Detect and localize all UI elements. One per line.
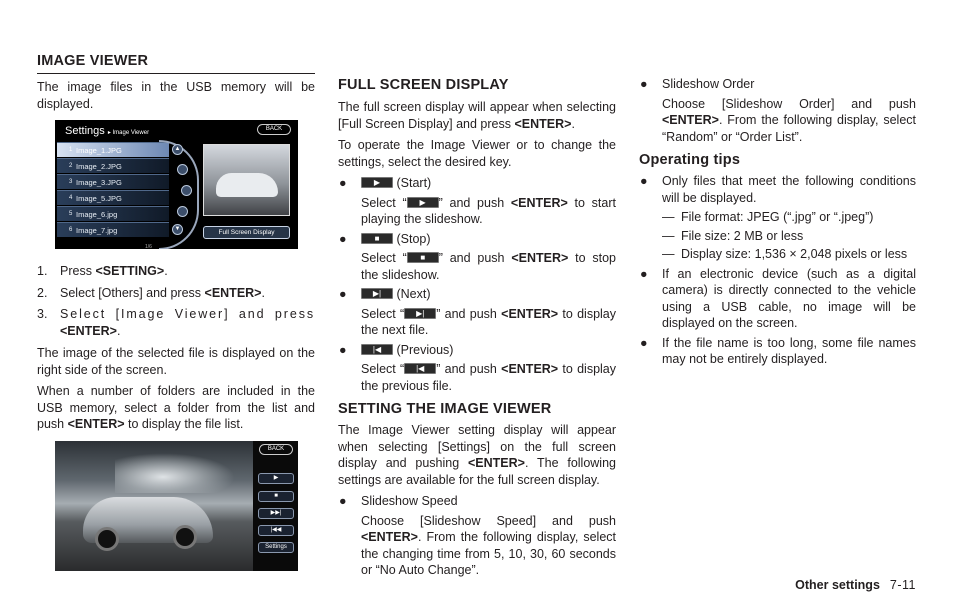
key-desc-text: to display the previous file. xyxy=(361,362,616,393)
step-text-end: . xyxy=(164,264,168,278)
page-number: 7-11 xyxy=(889,578,916,592)
condition-text: File format: JPEG (“.jpg” or “.jpeg”) xyxy=(681,210,874,224)
screen-title xyxy=(65,123,149,142)
stop-glyph: ■ xyxy=(374,233,380,243)
next-key-icon xyxy=(361,288,393,299)
bullet-icon: ● xyxy=(339,231,347,246)
step-key: <SETTING> xyxy=(95,264,165,278)
next-glyph: ▶| xyxy=(416,308,425,318)
file-list-item[interactable] xyxy=(57,174,169,189)
step-text-end: . xyxy=(261,285,265,300)
previous-glyph: |◀ xyxy=(372,344,382,354)
screen-title-text: Settings xyxy=(65,125,105,137)
step-number: 3. xyxy=(37,307,48,321)
file-list xyxy=(57,142,169,238)
next-button[interactable]: ▶▶| xyxy=(258,508,294,519)
stop-glyph: ■ xyxy=(420,253,426,262)
step-text: Select [Image Viewer] and press xyxy=(60,307,315,321)
key-desc-text: Select “ xyxy=(361,195,407,210)
file-list-item[interactable] xyxy=(57,206,169,221)
bullet-icon: ● xyxy=(640,174,648,188)
key-label: (Start) xyxy=(396,176,432,190)
tips-list xyxy=(639,173,916,368)
next-key-icon xyxy=(404,308,436,319)
setting-list xyxy=(338,493,616,579)
bullet-icon: ● xyxy=(339,342,347,357)
key-list xyxy=(338,175,616,394)
wheel-icon xyxy=(95,527,119,551)
back-button[interactable]: BACK xyxy=(259,444,293,455)
dash-icon: — xyxy=(662,247,675,261)
key-desc xyxy=(338,250,616,283)
step-text-end: . xyxy=(116,323,121,338)
dash-icon: — xyxy=(662,210,675,224)
key-desc-text: Select “ xyxy=(361,362,405,376)
key-enter: <ENTER> xyxy=(510,195,568,210)
condition-item xyxy=(662,209,916,226)
scroll-knob-icon xyxy=(177,164,188,175)
key-desc-text: ” and push xyxy=(436,362,502,376)
next-glyph: ▶| xyxy=(372,289,382,298)
play-button[interactable]: ▶ xyxy=(258,473,294,484)
bullet-icon: ● xyxy=(640,335,648,350)
fs-key: <ENTER> xyxy=(514,116,572,131)
key-desc xyxy=(338,306,616,339)
file-list-item[interactable] xyxy=(57,158,169,173)
back-button[interactable]: BACK xyxy=(257,124,291,135)
full-screen-screenshot xyxy=(55,441,298,571)
column-full-screen xyxy=(338,76,616,583)
tip-item xyxy=(639,266,916,332)
full-screen-heading: FULL SCREEN DISPLAY xyxy=(338,77,509,93)
file-name: Image_6.jpg xyxy=(76,210,118,219)
control-panel xyxy=(253,441,298,571)
key-item-next xyxy=(338,286,616,303)
page-indicator: 1/6 xyxy=(145,244,152,249)
full-screen-display-button[interactable]: Full Screen Display xyxy=(203,226,290,239)
file-number: 3 xyxy=(69,179,73,185)
order-text-end: . From the following display, select “Random” or “Order List”. xyxy=(662,113,916,144)
file-name: Image_5.JPG xyxy=(76,194,122,203)
fs-text: The full screen display will appear when selecting [Full Screen Display] and press xyxy=(338,100,616,131)
setting-paragraph xyxy=(338,422,616,488)
column-image-viewer xyxy=(37,52,315,571)
file-number: 1 xyxy=(69,147,73,153)
operate-paragraph: To operate the Image Viewer or to change the settings, select the desired key. xyxy=(338,138,616,169)
step-number: 2. xyxy=(37,285,48,300)
order-text: Choose [Slideshow Order] and push xyxy=(662,96,916,111)
stop-key-icon xyxy=(407,252,439,263)
key-desc xyxy=(338,361,616,394)
bullet-icon: ● xyxy=(339,494,347,508)
scroll-up-button[interactable]: ▲ xyxy=(172,144,183,155)
step-text: Press xyxy=(60,264,96,278)
scroll-knob-icon xyxy=(181,185,192,196)
bullet-icon: ● xyxy=(339,176,347,190)
key-desc-text: to start playing the slideshow. xyxy=(361,195,616,226)
file-number: 4 xyxy=(69,195,73,201)
key-desc-text: Select “ xyxy=(361,306,405,321)
file-list-item[interactable] xyxy=(57,222,169,237)
key-desc-text: ” and push xyxy=(438,251,512,265)
setting-text: The Image Viewer setting display will appear when selecting [Settings] on the full screen display and pushing xyxy=(338,423,616,470)
key-desc-text: ” and push xyxy=(438,195,511,210)
previous-button[interactable]: |◀◀ xyxy=(258,525,294,536)
key-desc-text: Select “ xyxy=(361,251,407,265)
file-name: Image_3.JPG xyxy=(76,178,122,187)
footer-section: Other settings xyxy=(795,578,880,592)
condition-item xyxy=(662,228,916,245)
key-label: (Stop) xyxy=(396,231,431,246)
step-item xyxy=(37,306,315,339)
image-viewer-heading: IMAGE VIEWER xyxy=(37,52,315,74)
previous-key-icon xyxy=(404,363,436,374)
bullet-icon: ● xyxy=(339,287,347,301)
file-name: Image_7.jpg xyxy=(76,226,118,235)
folders-text-end: to display the file list. xyxy=(124,417,244,431)
steps-list xyxy=(37,263,315,339)
car-photo xyxy=(55,441,255,571)
order-title: Slideshow Order xyxy=(662,77,755,91)
scroll-down-button[interactable]: ▼ xyxy=(172,224,183,235)
play-key-icon xyxy=(407,197,439,208)
page-footer xyxy=(795,577,916,594)
play-glyph: ▶ xyxy=(373,178,381,187)
file-number: 6 xyxy=(69,227,73,233)
step-text: Select [Others] and press xyxy=(60,285,205,300)
speed-key: <ENTER> xyxy=(361,530,418,544)
step-item xyxy=(37,263,315,280)
setting-key: <ENTER> xyxy=(467,456,525,470)
key-item-stop xyxy=(338,231,616,248)
key-desc-text: to display the next file. xyxy=(361,306,616,337)
play-glyph: ▶ xyxy=(419,197,426,207)
tip-text: If an electronic device (such as a digital camera) is directly connected to the vehicle using a USB cable, no image will be displayed on the screen. xyxy=(662,266,916,330)
car-image-icon xyxy=(216,173,278,197)
speed-desc xyxy=(338,513,616,579)
conditions-list xyxy=(662,209,916,263)
image-viewer-screenshot xyxy=(55,120,298,249)
file-list-item[interactable] xyxy=(57,142,169,157)
key-desc-text: ” and push xyxy=(436,306,502,321)
setting-heading: SETTING THE IMAGE VIEWER xyxy=(338,401,552,417)
sky-cloud xyxy=(115,453,235,493)
order-key: <ENTER> xyxy=(662,113,719,127)
file-name: Image_1.JPG xyxy=(76,146,122,155)
key-desc-text: to stop the slideshow. xyxy=(361,251,616,282)
bullet-icon: ● xyxy=(640,266,648,281)
key-enter: <ENTER> xyxy=(501,362,559,376)
speed-item xyxy=(338,493,616,510)
folders-key: <ENTER> xyxy=(67,417,125,431)
previous-key-icon xyxy=(361,344,393,355)
condition-text: Display size: 1,536 × 2,048 pixels or less xyxy=(681,247,908,261)
screen-breadcrumb: ▸ Image Viewer xyxy=(107,130,150,136)
settings-button[interactable]: Settings xyxy=(258,542,294,553)
tip-item xyxy=(639,335,916,368)
folders-text: When a number of folders are included in the USB memory, select a folder from the list and push xyxy=(37,384,315,431)
fs-text-end: . xyxy=(571,116,575,131)
speed-text-end: . From the following display, select the changing time from 5, 10, 30, 60 seconds or “No Auto Change”. xyxy=(361,530,616,577)
file-number: 2 xyxy=(69,163,73,169)
stop-button[interactable]: ■ xyxy=(258,491,294,502)
condition-item xyxy=(662,246,916,263)
step-number: 1. xyxy=(37,264,48,278)
dash-icon: — xyxy=(662,228,675,243)
order-list xyxy=(639,76,916,145)
step-key: <ENTER> xyxy=(60,323,117,338)
speed-text: Choose [Slideshow Speed] and push xyxy=(361,513,616,528)
order-desc xyxy=(639,96,916,146)
tip-item xyxy=(639,173,916,263)
image-preview xyxy=(203,144,290,216)
wheel-icon xyxy=(173,525,197,549)
bullet-icon: ● xyxy=(640,77,648,91)
key-enter: <ENTER> xyxy=(501,306,559,321)
setting-text-end: . The following settings are available for the full screen display. xyxy=(338,456,616,487)
file-name: Image_2.JPG xyxy=(76,162,122,171)
key-item-start xyxy=(338,175,616,192)
step-key: <ENTER> xyxy=(204,285,262,300)
tip-text: Only files that meet the following conditions will be displayed. xyxy=(662,174,916,205)
condition-text: File size: 2 MB or less xyxy=(681,228,804,243)
previous-glyph: |◀ xyxy=(416,364,425,373)
key-label: (Next) xyxy=(396,287,431,301)
key-enter: <ENTER> xyxy=(511,251,569,265)
file-list-item[interactable] xyxy=(57,190,169,205)
full-screen-paragraph xyxy=(338,99,616,132)
stop-key-icon xyxy=(361,233,393,244)
tips-heading: Operating tips xyxy=(639,152,741,168)
key-desc xyxy=(338,195,616,228)
file-number: 5 xyxy=(69,211,73,217)
key-label: (Previous) xyxy=(396,342,454,357)
play-key-icon xyxy=(361,177,393,188)
step-item xyxy=(37,285,315,302)
column-tips xyxy=(639,76,916,372)
order-item xyxy=(639,76,916,93)
tip-text: If the file name is too long, some file names may not be entirely displayed. xyxy=(662,335,916,366)
key-item-previous xyxy=(338,342,616,359)
right-side-paragraph: The image of the selected file is displayed on the right side of the screen. xyxy=(37,346,315,377)
folders-paragraph xyxy=(37,383,315,433)
scroll-knob-icon xyxy=(177,206,188,217)
speed-title: Slideshow Speed xyxy=(361,494,458,508)
image-viewer-intro: The image files in the USB memory will be displayed. xyxy=(37,80,315,111)
